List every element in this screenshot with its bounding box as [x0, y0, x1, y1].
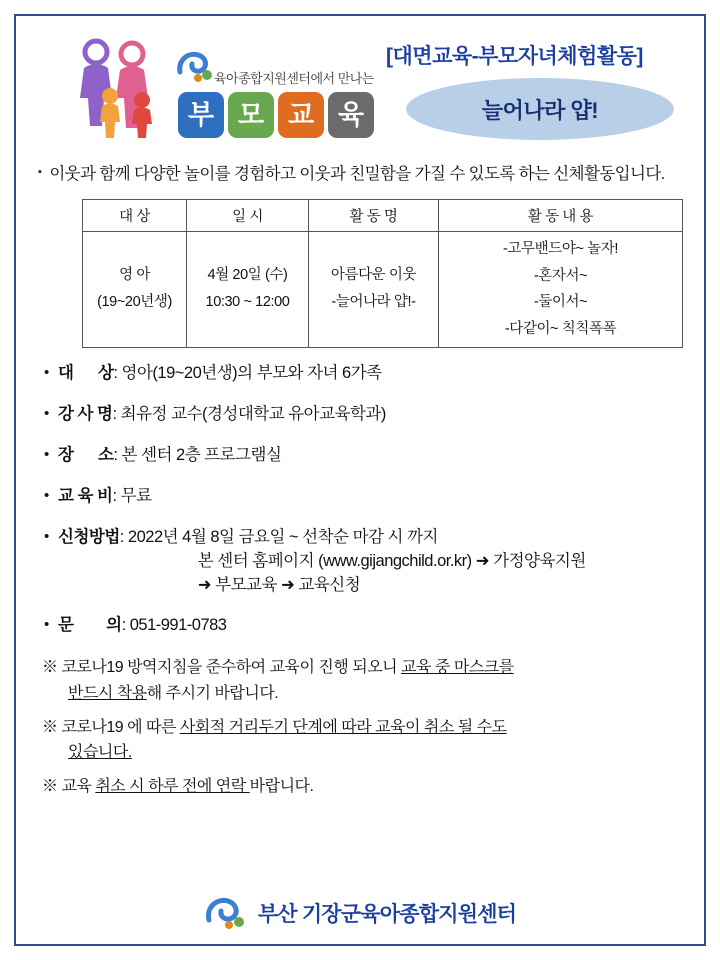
cell-activity-line1: 아름다운 이웃: [330, 266, 417, 283]
note-2: [42, 715, 686, 766]
note-1: [42, 655, 686, 706]
col-header-datetime: 일 시: [187, 199, 309, 231]
note-1-underline-2: 반드시 착용: [68, 684, 147, 702]
cell-target-line1: 영 아: [119, 266, 150, 283]
note-2-text: 코로나19 에 따른: [61, 718, 180, 736]
note-1-underline-1: 교육 중 마스크를: [401, 659, 514, 677]
detail-row-place: [44, 444, 686, 468]
detail-value-instructor: : 최유정 교수(경성대학교 유아교육학과): [112, 404, 386, 423]
detail-value-fee: : 무료: [112, 486, 152, 505]
detail-label-apply: 신청방법: [58, 527, 120, 546]
detail-value-contact: : 051-991-0783: [121, 616, 227, 635]
bumo-block-1: 부: [178, 92, 224, 138]
bullet-icon: •: [44, 486, 49, 504]
center-swirl-logo-icon: [204, 896, 250, 930]
center-logo-block: [76, 34, 376, 146]
note-3: [42, 774, 686, 800]
bullet-icon: •: [44, 445, 49, 463]
cell-datetime: [187, 231, 309, 347]
table-header-row: [83, 199, 683, 231]
cell-activity-line2: -늘어나라 얍!-: [331, 294, 416, 311]
bullet-icon: •: [44, 364, 49, 381]
footer-bar: [16, 896, 704, 930]
footer-center-name: 부산 기장군육아종합지원센터: [257, 903, 517, 926]
detail-value-apply: [120, 526, 686, 598]
note-1-tail: 해 주시기 바랍니다.: [146, 684, 279, 702]
col-header-target: 대 상: [83, 199, 187, 231]
bumo-block-4: 육: [328, 92, 374, 138]
apply-line2: 본 센터 홈페이지 (www.gijangchild.or.kr) ➜ 가정양육지원: [197, 551, 586, 570]
bullet-icon: •: [44, 616, 49, 634]
intro-bullet-icon: ▪: [38, 166, 42, 178]
note-mark-icon: ※: [42, 659, 58, 677]
content-item-3: -둘이서~: [533, 294, 588, 311]
cell-activity: [309, 231, 439, 347]
note-2-underline-2: 있습니다.: [68, 744, 132, 762]
logo-tagline: 육아종합지원센터에서 만나는: [214, 71, 374, 86]
detail-label-fee: 교 육 비: [58, 486, 113, 505]
center-swirl-logo-icon: [176, 50, 216, 84]
note-2-line2: [42, 740, 686, 766]
apply-line3: ➜ 부모교육 ➜ 교육신청: [197, 575, 361, 594]
poster-header: [34, 26, 686, 146]
cell-content: [439, 231, 683, 347]
program-category-title: [대면교육-부모자녀체험활동]: [386, 45, 643, 68]
bumo-block-3: 교: [278, 92, 324, 138]
table-row: [83, 231, 683, 347]
detail-label-place: 장 소: [58, 445, 114, 464]
detail-row-instructor: [44, 403, 686, 427]
bullet-icon: •: [44, 527, 49, 545]
detail-label-target: 대 상: [58, 364, 114, 382]
note-1-line2: [42, 681, 686, 707]
note-2-underline-1: 사회적 거리두기 단계에 따라 교육이 취소 될 수도: [179, 718, 507, 736]
col-header-content: 활 동 내 용: [439, 199, 683, 231]
content-item-4: -다같이~ 칙칙폭폭: [504, 321, 617, 338]
detail-row-fee: [44, 485, 686, 509]
intro-text: 이웃과 함께 다양한 놀이를 경험하고 이웃과 친밀함을 가질 수 있도록 하는 신체활동입니다.: [49, 165, 665, 183]
note-1-text: 코로나19 방역지침을 준수하여 교육이 진행 되오니: [61, 659, 402, 677]
notes-section: [42, 655, 686, 799]
program-title-bubble: 늘어나라 얍!: [406, 78, 674, 140]
content-item-2: -혼자서~: [533, 267, 588, 284]
col-header-activity: 활 동 명: [309, 199, 439, 231]
bullet-icon: •: [44, 404, 49, 422]
cell-time: 10:30 ~ 12:00: [205, 294, 290, 311]
detail-label-contact: 문 의: [58, 616, 122, 635]
detail-row-apply: [44, 526, 686, 598]
detail-label-instructor: 강 사 명: [58, 404, 113, 423]
note-3-text: 교육: [61, 777, 96, 795]
family-illustration-icon: [76, 36, 172, 140]
note-mark-icon: ※: [42, 777, 58, 795]
intro-paragraph: [38, 162, 686, 187]
detail-row-contact: [44, 614, 686, 638]
cell-target: [83, 231, 187, 347]
note-mark-icon: ※: [42, 718, 58, 736]
detail-row-target: [44, 362, 686, 386]
poster-frame: [14, 14, 706, 946]
cell-date: 4월 20일 (수): [207, 266, 288, 283]
bumo-block-2: 모: [228, 92, 274, 138]
detail-value-target: : 영아(19~20년생)의 부모와 자녀 6가족: [113, 364, 382, 382]
detail-value-place: : 본 센터 2층 프로그램실: [113, 445, 282, 464]
apply-line1: : 2022년 4월 8일 금요일 ~ 선착순 마감 시 까지: [119, 527, 438, 546]
schedule-table: [82, 199, 683, 348]
note-3-underline-1: 취소 시 하루 전에 연락: [95, 777, 250, 795]
note-3-tail: 바랍니다.: [249, 777, 314, 795]
details-list: [44, 362, 686, 638]
bumo-word-blocks: [178, 92, 374, 138]
cell-target-line2: (19~20년생): [97, 294, 172, 311]
content-item-1: -고무밴드야~ 놀자!: [502, 240, 618, 257]
